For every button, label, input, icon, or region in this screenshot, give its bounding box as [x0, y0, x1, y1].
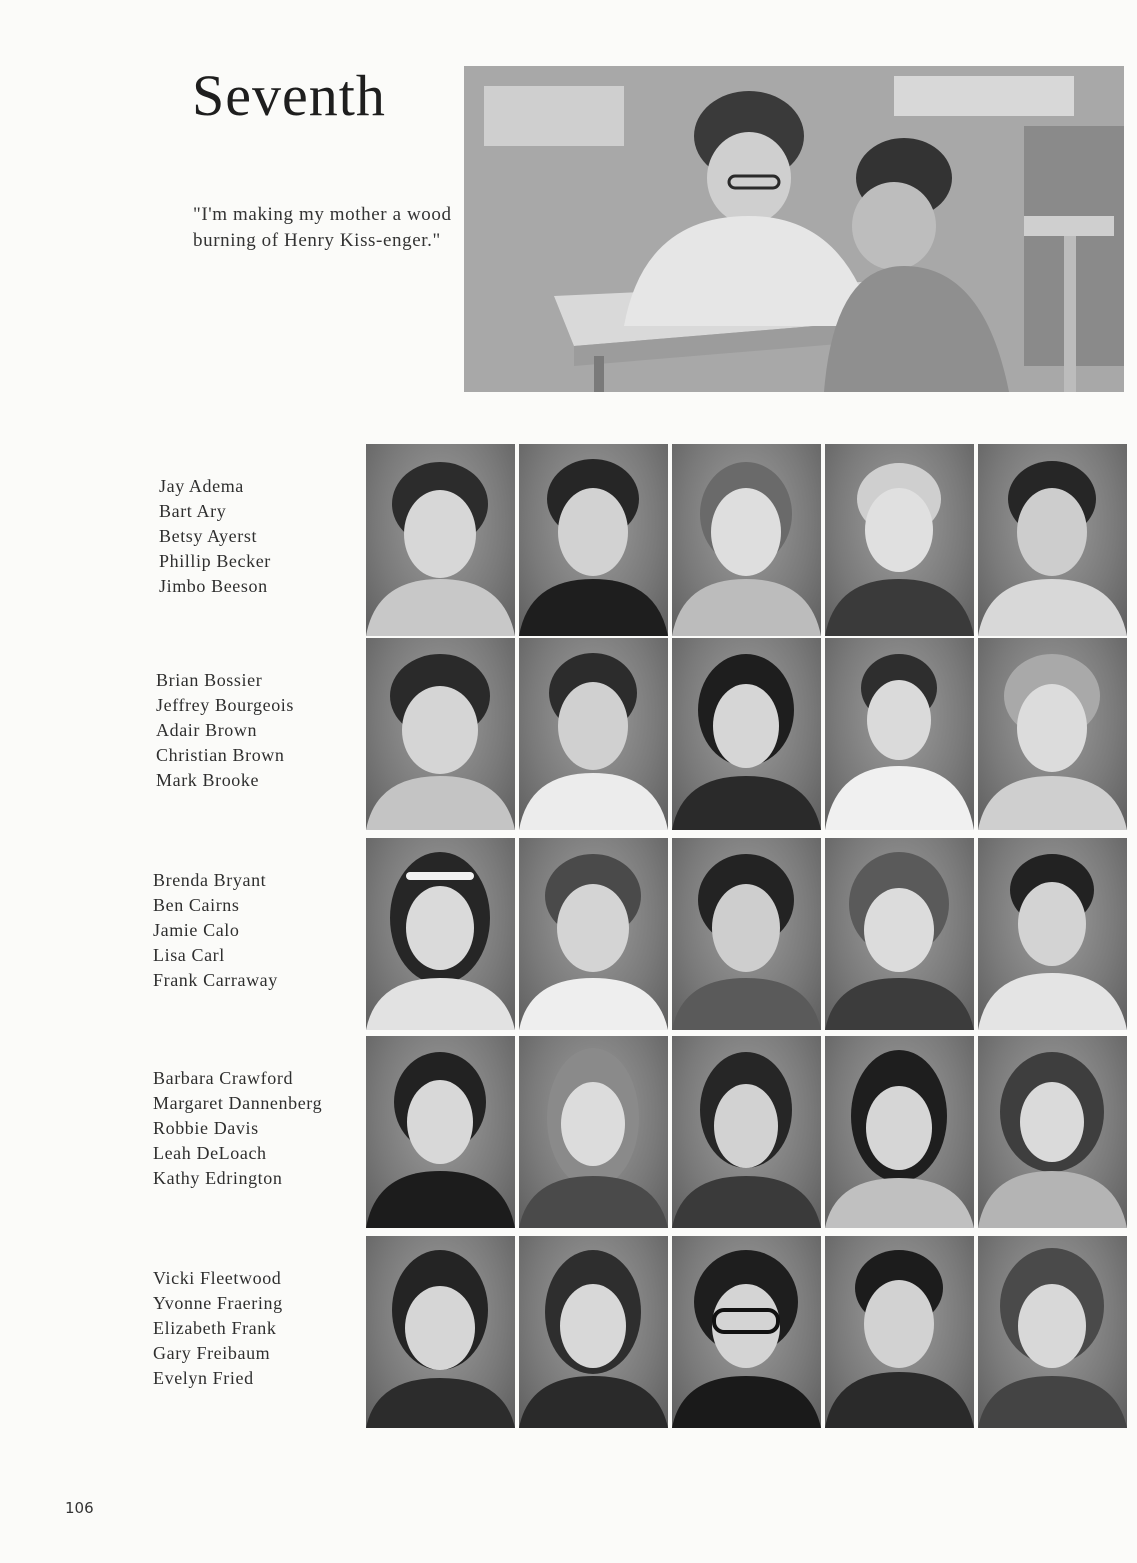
student-portrait: [672, 1236, 821, 1428]
portrait-icon: [672, 1236, 821, 1428]
name-list: [153, 1266, 283, 1391]
student-name: Ben Cairns: [153, 895, 240, 915]
portrait-icon: [825, 1036, 974, 1228]
portrait-icon: [672, 838, 821, 1030]
portrait-icon: [366, 444, 515, 636]
student-portrait: [366, 1236, 515, 1428]
student-name: Jimbo Beeson: [159, 576, 268, 596]
portrait-icon: [978, 444, 1127, 636]
student-portrait: [672, 838, 821, 1030]
student-portrait: [978, 1036, 1127, 1228]
portrait-icon: [672, 444, 821, 636]
student-portrait: [519, 1236, 668, 1428]
portrait-icon: [366, 838, 515, 1030]
student-name: Frank Carraway: [153, 970, 278, 990]
page-number: 106: [65, 1499, 94, 1517]
student-portrait: [366, 444, 515, 636]
student-name: Gary Freibaum: [153, 1343, 271, 1363]
student-portrait: [519, 1036, 668, 1228]
portrait-icon: [519, 638, 668, 830]
portrait-icon: [825, 1236, 974, 1428]
portrait-icon: [366, 1236, 515, 1428]
name-list: [153, 868, 278, 993]
roster-row-1: [0, 444, 1137, 636]
student-name: Lisa Carl: [153, 945, 225, 965]
student-portrait: [978, 638, 1127, 830]
student-name: Mark Brooke: [156, 770, 260, 790]
student-name: Barbara Crawford: [153, 1068, 294, 1088]
student-portrait: [825, 838, 974, 1030]
portrait-icon: [978, 1036, 1127, 1228]
student-name: Yvonne Fraering: [153, 1293, 283, 1313]
student-name: Brian Bossier: [156, 670, 263, 690]
portrait-icon: [366, 1036, 515, 1228]
student-name: Elizabeth Frank: [153, 1318, 277, 1338]
portrait-icon: [672, 1036, 821, 1228]
student-portrait: [519, 444, 668, 636]
roster-row-4: [0, 1036, 1137, 1228]
student-name: Kathy Edrington: [153, 1168, 283, 1188]
name-list: [156, 668, 294, 793]
student-portrait: [366, 838, 515, 1030]
name-list: [159, 474, 271, 599]
name-list: [153, 1066, 322, 1191]
portrait-icon: [825, 638, 974, 830]
student-name: Vicki Fleetwood: [153, 1268, 282, 1288]
student-name: Leah DeLoach: [153, 1143, 267, 1163]
portrait-icon: [978, 638, 1127, 830]
student-name: Brenda Bryant: [153, 870, 267, 890]
student-portrait: [366, 1036, 515, 1228]
student-portrait: [825, 1236, 974, 1428]
student-name: Christian Brown: [156, 745, 285, 765]
student-portrait: [366, 638, 515, 830]
student-portrait: [978, 838, 1127, 1030]
student-portrait: [672, 444, 821, 636]
student-name: Bart Ary: [159, 501, 227, 521]
photo-caption: "I'm making my mother a wood burning of Henry Kiss-enger.": [193, 204, 452, 251]
portrait-icon: [519, 1036, 668, 1228]
student-name: Margaret Dannenberg: [153, 1093, 323, 1113]
student-portrait: [825, 638, 974, 830]
portrait-icon: [519, 444, 668, 636]
portrait-icon: [519, 838, 668, 1030]
student-portrait: [978, 444, 1127, 636]
roster-row-2: [0, 638, 1137, 830]
student-portrait: [825, 1036, 974, 1228]
student-name: Jeffrey Bourgeois: [156, 695, 295, 715]
student-name: Jay Adema: [159, 476, 244, 496]
portrait-icon: [978, 1236, 1127, 1428]
portrait-icon: [366, 638, 515, 830]
section-heading: Seventh: [192, 63, 386, 128]
student-portrait: [519, 838, 668, 1030]
student-name: Robbie Davis: [153, 1118, 259, 1138]
student-portrait: [672, 638, 821, 830]
student-name: Phillip Becker: [159, 551, 271, 571]
student-name: Adair Brown: [156, 720, 258, 740]
student-portrait: [825, 444, 974, 636]
student-name: Evelyn Fried: [153, 1368, 254, 1388]
student-name: Betsy Ayerst: [159, 526, 258, 546]
portrait-icon: [825, 444, 974, 636]
photo-icon: [464, 66, 1124, 392]
roster-row-5: [0, 1236, 1137, 1428]
portrait-icon: [978, 838, 1127, 1030]
classroom-photo: [464, 66, 1124, 392]
student-portrait: [672, 1036, 821, 1228]
portrait-icon: [825, 838, 974, 1030]
student-name: Jamie Calo: [153, 920, 240, 940]
student-portrait: [519, 638, 668, 830]
student-portrait: [978, 1236, 1127, 1428]
roster-row-3: [0, 838, 1137, 1030]
portrait-icon: [519, 1236, 668, 1428]
portrait-icon: [672, 638, 821, 830]
